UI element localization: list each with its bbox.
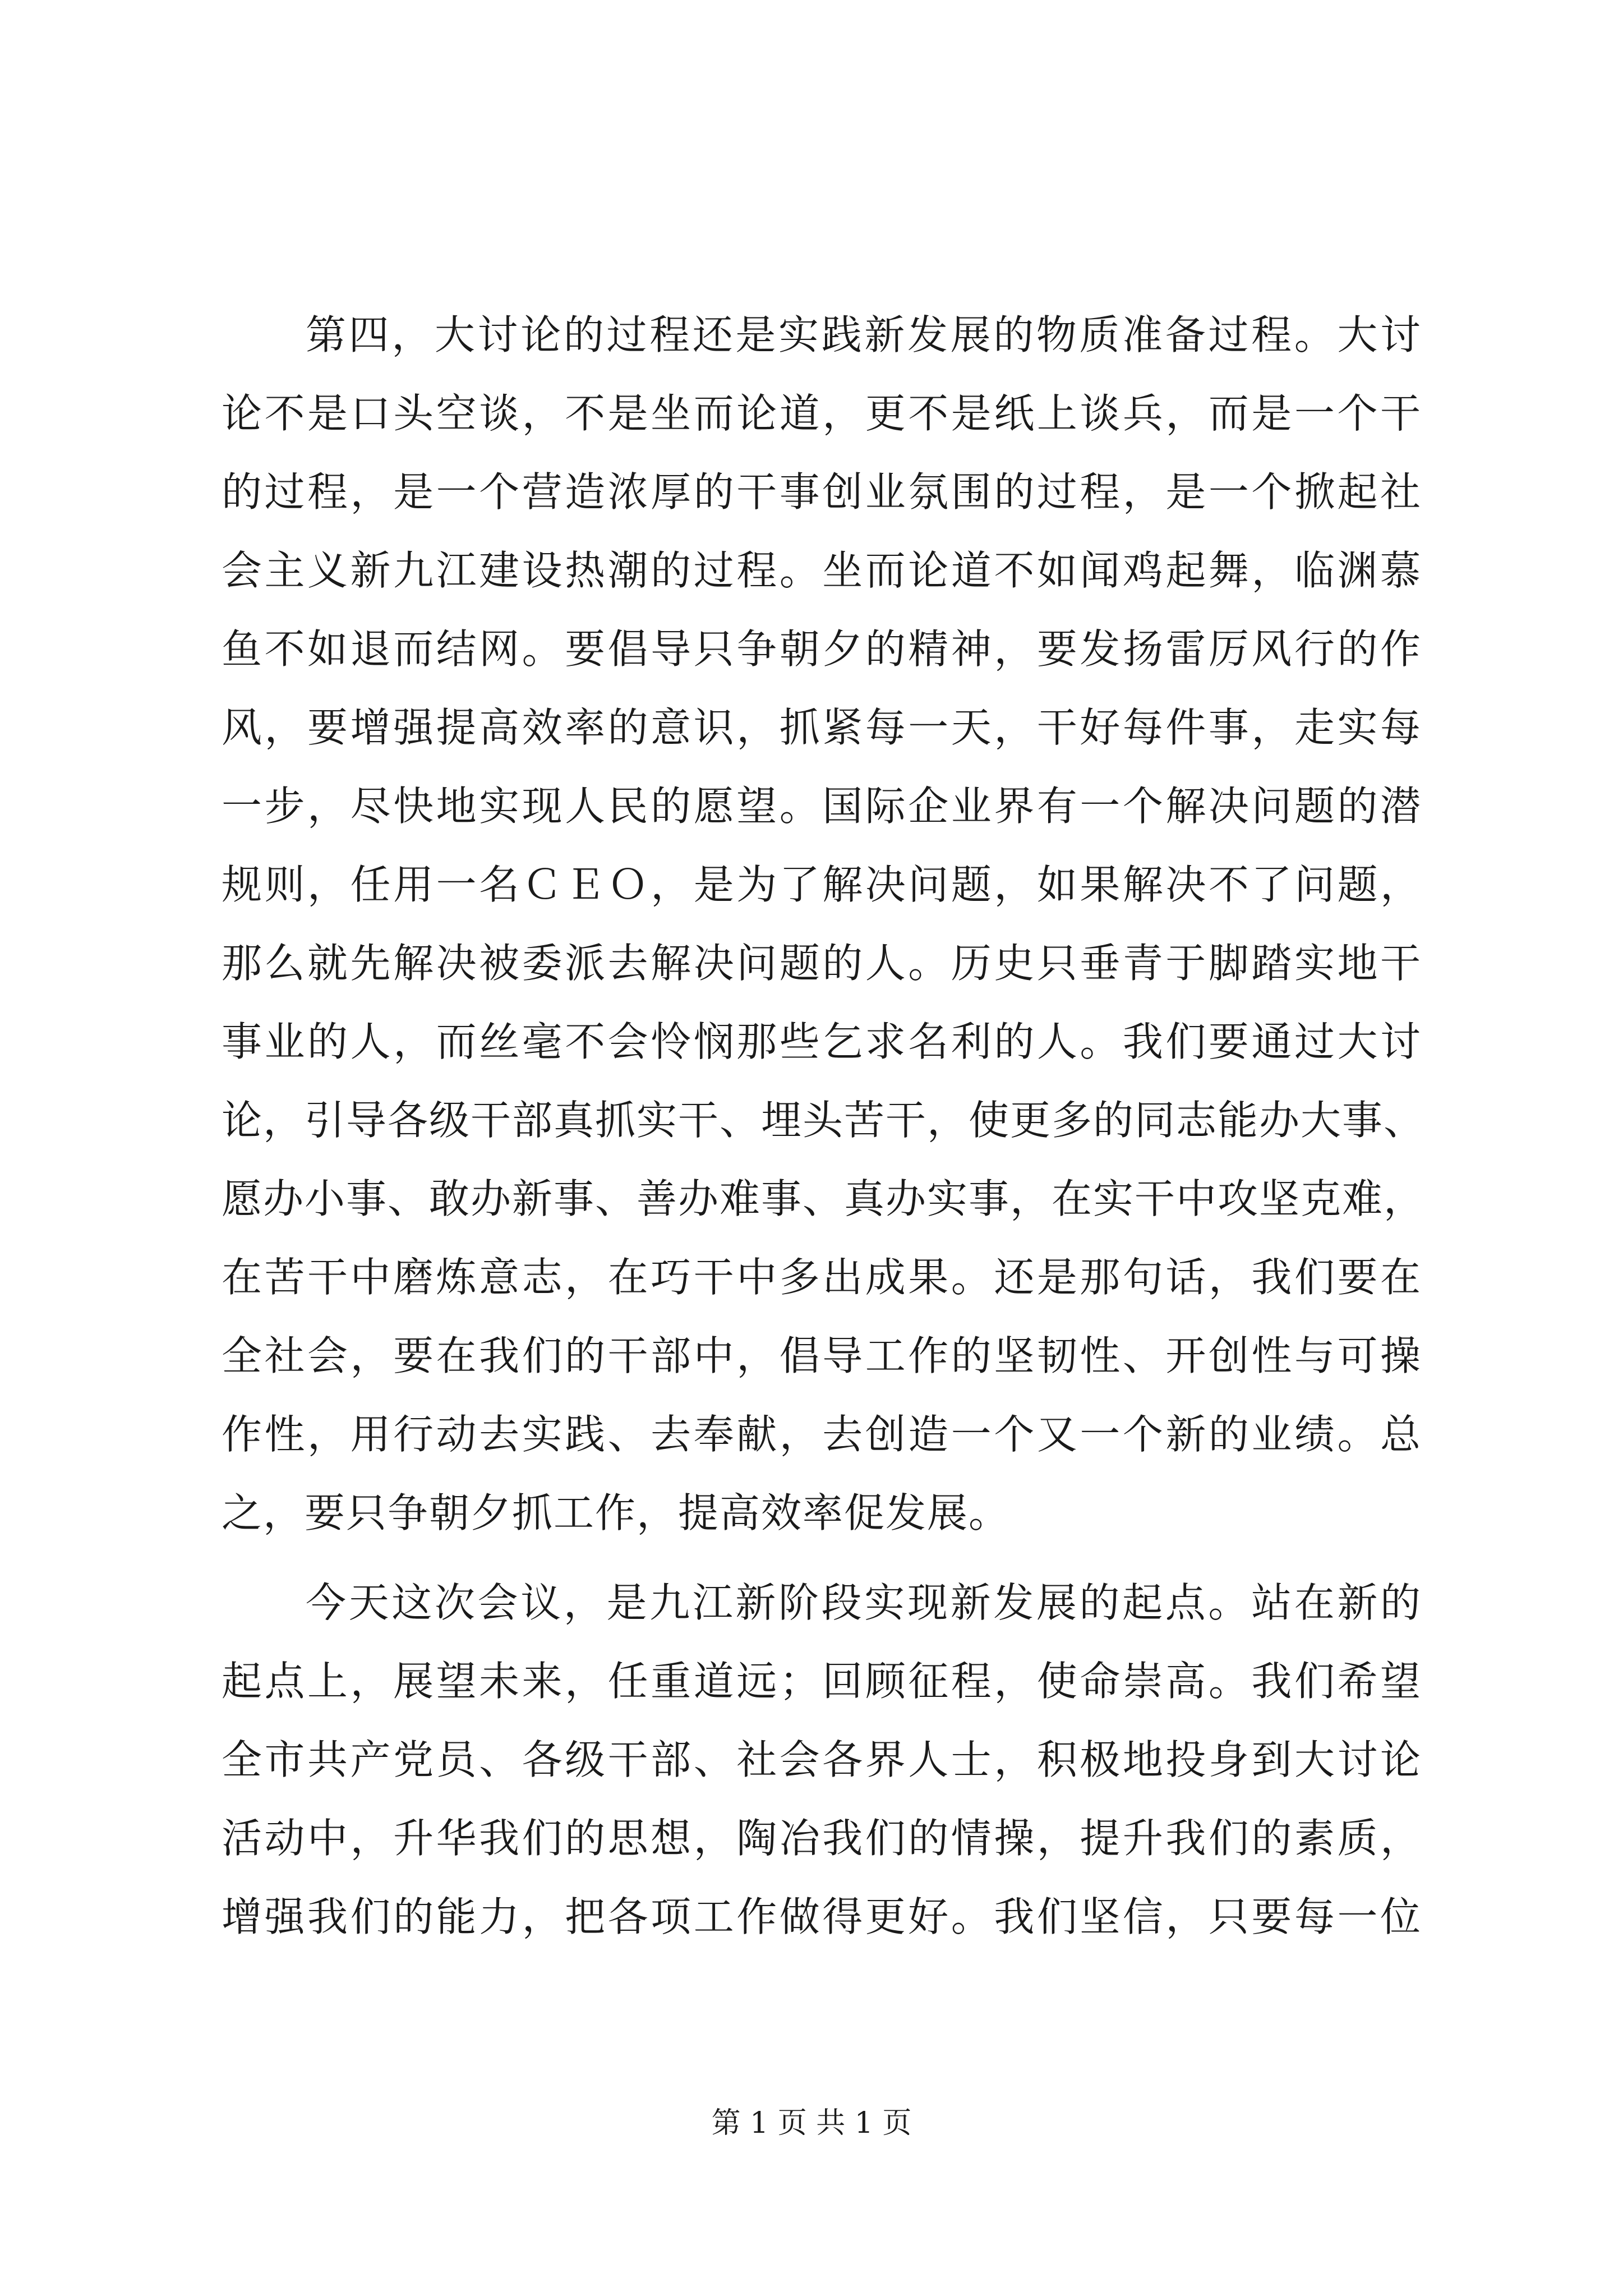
paragraph-1-line-13: 在苦干中磨炼意志，在巧干中多出成果。还是那句话，我们要在	[222, 1254, 1422, 1301]
paragraph-1-line-7: 一步，尽快地实现人民的愿望。国际企业界有一个解决问题的潜	[222, 783, 1422, 830]
paragraph-1-line-4: 会主义新九江建设热潮的过程。坐而论道不如闻鸡起舞，临渊慕	[222, 547, 1422, 594]
paragraph-1-line-8: 规则，任用一名ＣＥＯ，是为了解决问题，如果解决不了问题，	[222, 861, 1422, 908]
paragraph-1-line-11: 论，引导各级干部真抓实干、埋头苦干，使更多的同志能办大事、	[222, 1097, 1426, 1144]
paragraph-1-line-10: 事业的人，而丝毫不会怜悯那些乞求名利的人。我们要通过大讨	[222, 1018, 1422, 1065]
paragraph-2-line-3: 全市共产党员、各级干部、社会各界人士，积极地投身到大讨论	[222, 1736, 1422, 1783]
paragraph-1-line-9: 那么就先解决被委派去解决问题的人。历史只垂青于脚踏实地干	[222, 940, 1422, 987]
page-number-label: 第 1 页 共 1 页	[711, 2106, 912, 2140]
paragraph-1-line-2: 论不是口头空谈，不是坐而论道，更不是纸上谈兵，而是一个干	[222, 390, 1422, 437]
paragraph-1-line-3: 的过程，是一个营造浓厚的干事创业氛围的过程，是一个掀起社	[222, 468, 1422, 516]
paragraph-2-line-5: 增强我们的能力，把各项工作做得更好。我们坚信，只要每一位	[222, 1893, 1422, 1940]
paragraph-1-line-12: 愿办小事、敢办新事、善办难事、真办实事，在实干中攻坚克难，	[222, 1175, 1426, 1222]
paragraph-1-line-5: 鱼不如退而结网。要倡导只争朝夕的精神，要发扬雷厉风行的作	[222, 625, 1422, 673]
page-footer	[0, 2101, 1623, 2146]
paragraph-1-line-15: 作性，用行动去实践、去奉献，去创造一个又一个新的业绩。总	[222, 1411, 1422, 1458]
paragraph-1-line-14: 全社会，要在我们的干部中，倡导工作的坚韧性、开创性与可操	[222, 1332, 1422, 1379]
paragraph-2-line-1: 今天这次会议，是九江新阶段实现新发展的起点。站在新的	[306, 1579, 1422, 1626]
paragraph-2-line-2: 起点上，展望未来，任重道远；回顾征程，使命崇高。我们希望	[222, 1658, 1422, 1705]
paragraph-1-line-6: 风，要增强提高效率的意识，抓紧每一天，干好每件事，走实每	[222, 704, 1422, 751]
paragraph-1-line-1: 第四，大讨论的过程还是实践新发展的物质准备过程。大讨	[306, 311, 1422, 358]
paragraph-1-line-16: 之，要只争朝夕抓工作，提高效率促发展。	[222, 1489, 1011, 1536]
paragraph-2-line-4: 活动中，升华我们的思想，陶冶我们的情操，提升我们的素质，	[222, 1815, 1422, 1862]
